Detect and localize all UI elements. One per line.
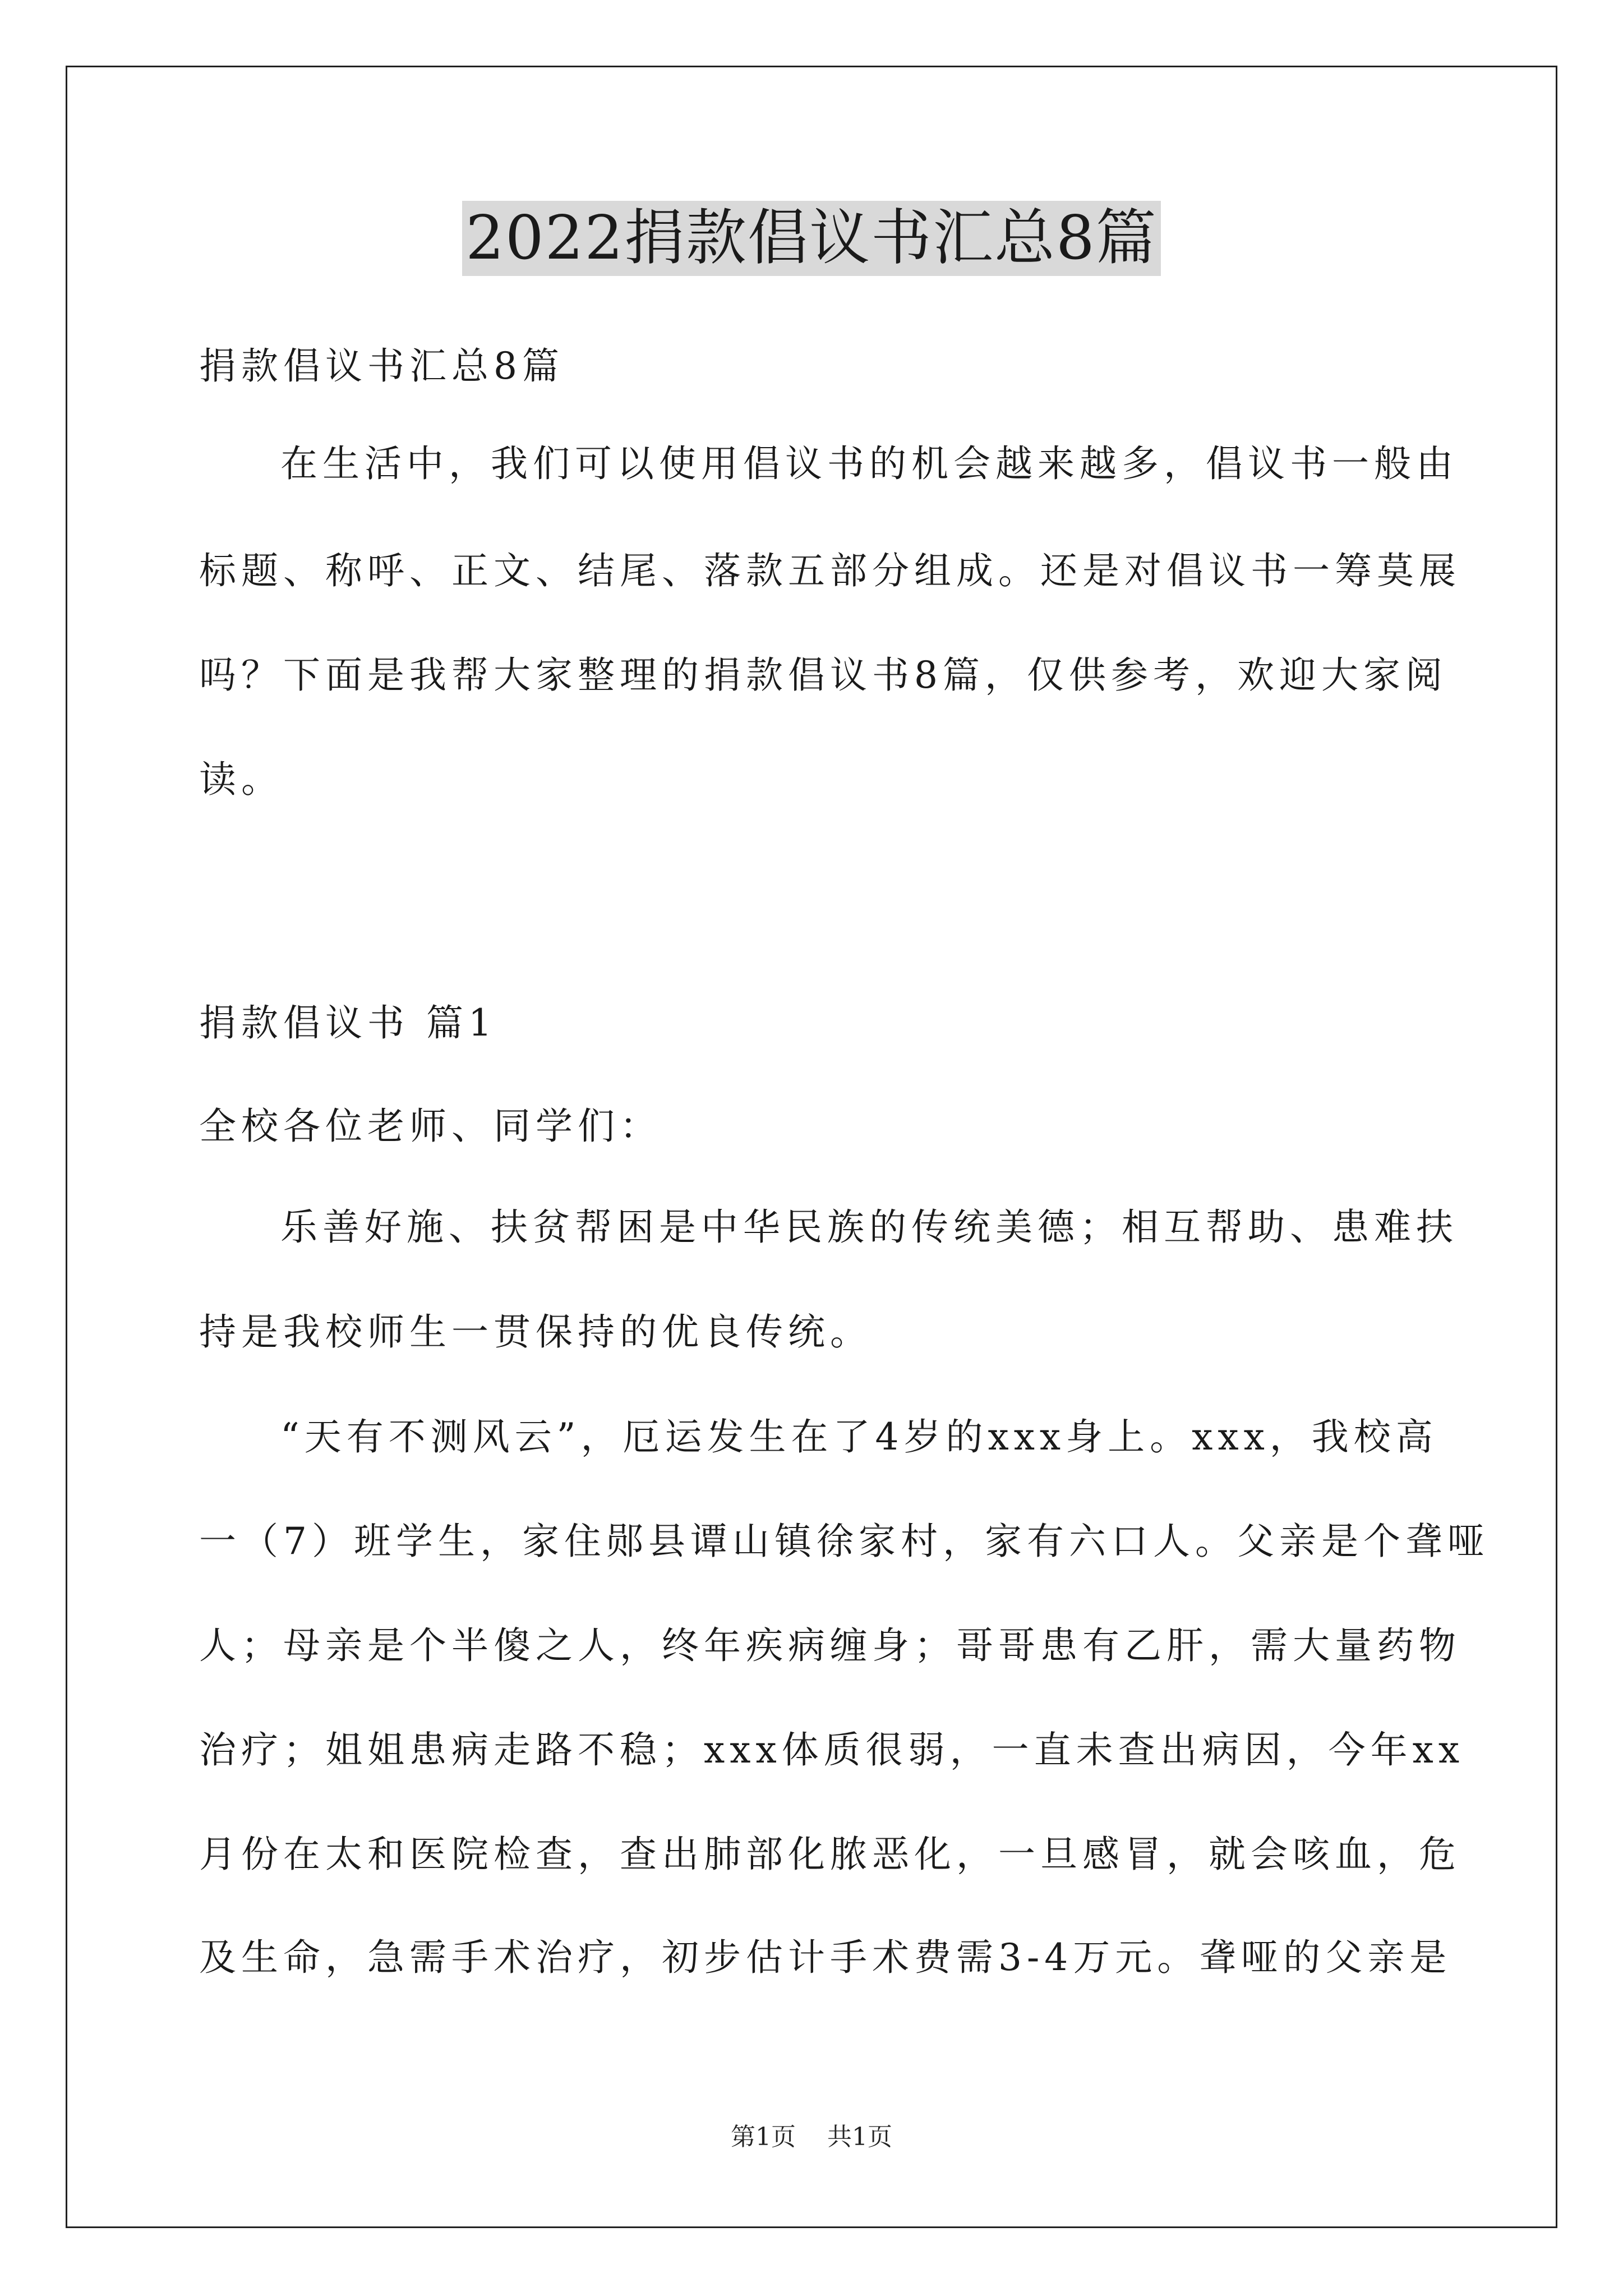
page-current: 第1页	[731, 2123, 796, 2151]
title-container	[0, 201, 1623, 276]
page-footer	[0, 2122, 1623, 2153]
paragraph-line: “天有不测风云”，厄运发生在了4岁的xxx身上。xxx，我校高	[280, 1415, 1438, 1458]
page-total: 共1页	[827, 2123, 892, 2151]
document-title: 2022捐款倡议书汇总8篇	[462, 201, 1161, 276]
document-subtitle: 捐款倡议书汇总8篇	[199, 344, 564, 388]
salutation: 全校各位老师、同学们：	[199, 1105, 662, 1148]
paragraph-line: 月份在太和医院检查，查出肺部化脓恶化，一旦感冒，就会咳血，危	[199, 1833, 1461, 1876]
paragraph-line: 乐善好施、扶贫帮困是中华民族的传统美德；相互帮助、患难扶	[280, 1205, 1458, 1249]
paragraph-line: 人；母亲是个半傻之人，终年疾病缠身；哥哥患有乙肝，需大量药物	[199, 1624, 1461, 1667]
intro-line: 读。	[199, 758, 283, 801]
intro-line: 标题、称呼、正文、结尾、落款五部分组成。还是对倡议书一筹莫展	[199, 549, 1461, 592]
paragraph-line: 治疗；姐姐患病走路不稳；xxx体质很弱，一直未查出病因，今年xx	[199, 1728, 1465, 1772]
paragraph-line: 一（7）班学生，家住郧县谭山镇徐家村，家有六口人。父亲是个聋哑	[199, 1520, 1490, 1563]
paragraph-line: 持是我校师生一贯保持的优良传统。	[199, 1310, 872, 1354]
intro-line: 在生活中，我们可以使用倡议书的机会越来越多，倡议书一般由	[280, 442, 1458, 485]
paragraph-line: 及生命，急需手术治疗，初步估计手术费需3-4万元。聋哑的父亲是	[199, 1936, 1452, 1979]
section-heading: 捐款倡议书 篇1	[199, 1001, 497, 1045]
intro-line: 吗？下面是我帮大家整理的捐款倡议书8篇，仅供参考，欢迎大家阅	[199, 654, 1447, 697]
